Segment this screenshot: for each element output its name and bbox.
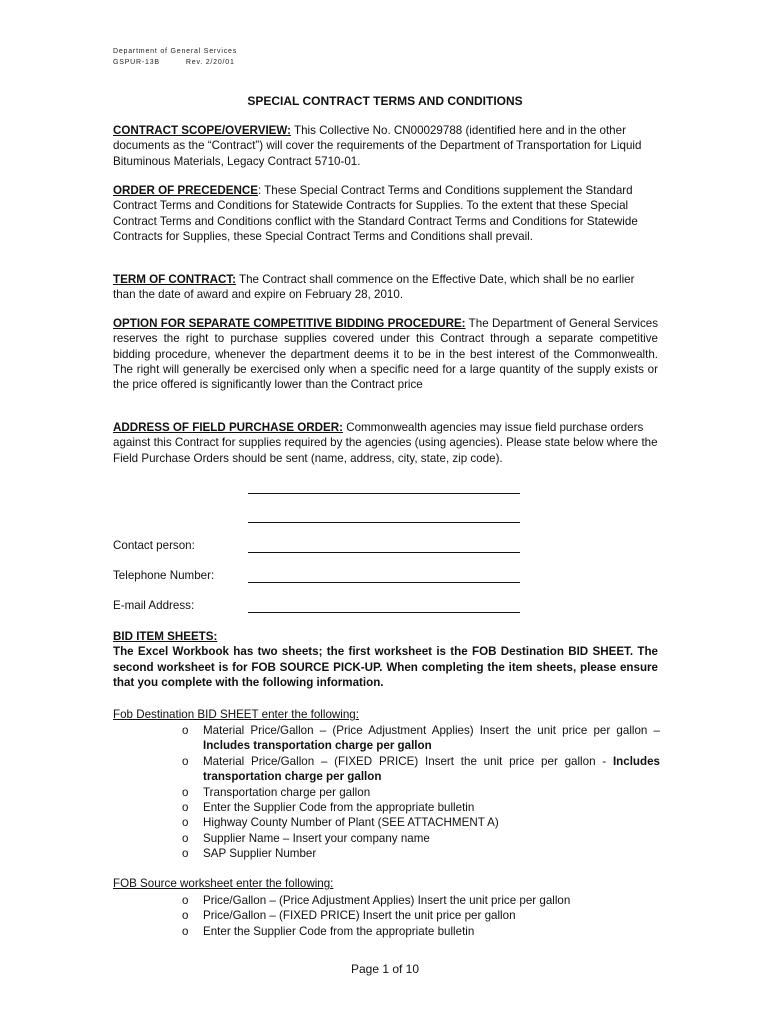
fob-destination-list xyxy=(182,723,660,862)
term-heading: TERM OF CONTRACT: xyxy=(113,273,237,286)
bid-heading: BID ITEM SHEETS: xyxy=(113,630,218,643)
form-id: GSPUR-13B xyxy=(113,59,160,66)
option-section xyxy=(113,316,658,392)
telephone-field[interactable] xyxy=(248,582,520,583)
contact-label: Contact person: xyxy=(113,539,195,552)
list-item: o Material Price/Gallon – (FIXED PRICE) Insert the unit price per gallon - Includes transportation charge per gallon xyxy=(182,754,660,784)
list-item: o Material Price/Gallon – (Price Adjustment Applies) Insert the unit price per gallon – Includes transportation charge per gallon xyxy=(182,724,660,753)
bullet-icon: o xyxy=(182,894,189,907)
address-heading: ADDRESS OF FIELD PURCHASE ORDER: xyxy=(113,421,343,434)
bullet-icon: o xyxy=(182,816,189,830)
bullet-icon: o xyxy=(182,924,189,938)
list-item: o Highway County Number of Plant (SEE ATTACHMENT A) xyxy=(182,816,499,830)
scope-section xyxy=(113,123,658,169)
department-name: Department of General Services xyxy=(113,48,237,55)
address-text: Commonwealth agencies may issue field purchase orders against this Contract for supplies required by the agencies (using agencies). Please state below where the Field Purchase Orders should be sent (name, address, city, state, zip code). xyxy=(113,421,658,465)
contact-field[interactable] xyxy=(248,552,520,553)
bullet-icon: o xyxy=(182,724,189,737)
bullet-icon: o xyxy=(182,801,189,815)
address-line-1[interactable] xyxy=(248,493,520,494)
precedence-heading: ORDER OF PRECEDENCE xyxy=(113,184,258,197)
revision-date: Rev. 2/20/01 xyxy=(185,59,235,66)
fob-source-list xyxy=(182,893,660,939)
scope-text: This Collective No. CN00029788 (identified here and in the other documents as the “Contract”) will cover the requirements of the Department of Transportation for Liquid Bituminous Materials, Legacy Contract 5710-01. xyxy=(113,124,642,168)
precedence-text: : These Special Contract Terms and Conditions supplement the Standard Contract Terms and Conditions for Statewide Contracts for Supplies. To the extent that these Special Contract Terms and Conditions conflict with the Standard Contract Terms and Conditions for Statewide Contracts for Supplies, these Special Contract Terms and Conditions shall prevail. xyxy=(113,184,638,243)
page-number: Page 1 of 10 xyxy=(350,962,420,976)
bid-sheets-section xyxy=(113,629,658,690)
term-text: The Contract shall commence on the Effective Date, which shall be no earlier than the date of award and expire on February 28, 2010. xyxy=(113,273,635,302)
fob-source-heading: FOB Source worksheet enter the following: xyxy=(113,877,334,890)
list-item: o Transportation charge per gallon xyxy=(182,785,371,799)
list-item: o Price/Gallon – (Price Adjustment Applies) Insert the unit price per gallon xyxy=(182,894,571,907)
term-section xyxy=(113,272,658,303)
list-item: o Supplier Name – Insert your company name xyxy=(182,831,430,845)
bullet-icon: o xyxy=(182,785,189,799)
address-line-2[interactable] xyxy=(248,522,520,523)
fob-destination-heading: Fob Destination BID SHEET enter the following: xyxy=(113,708,359,721)
bullet-icon: o xyxy=(182,754,189,768)
bullet-icon: o xyxy=(182,831,189,845)
telephone-label: Telephone Number: xyxy=(113,569,215,582)
document-title: SPECIAL CONTRACT TERMS AND CONDITIONS xyxy=(247,94,523,108)
option-heading: OPTION FOR SEPARATE COMPETITIVE BIDDING PROCEDURE: xyxy=(113,317,466,330)
option-text: The Department of General Services reserves the right to purchase supplies covered under this Contract through a separate competitive bidding procedure, whenever the department deems it to be in the best interest of the Commonwealth. The right will generally be exercised only when a specific need for a large quantity of the supply exists or the price offered is significantly lower than the Contract price xyxy=(113,317,658,392)
bullet-icon: o xyxy=(182,909,189,923)
form-revision-line xyxy=(113,57,237,68)
list-item: o Enter the Supplier Code from the appropriate bulletin xyxy=(182,801,475,815)
list-item: o Price/Gallon – (FIXED PRICE) Insert the unit price per gallon xyxy=(182,909,516,923)
bullet-icon: o xyxy=(182,847,189,861)
precedence-section xyxy=(113,183,658,244)
page-header xyxy=(113,46,237,68)
address-section xyxy=(113,420,658,466)
bid-text: The Excel Workbook has two sheets; the first worksheet is the FOB Destination BID SHEET. The second worksheet is for FOB SOURCE PICK-UP. When completing the item sheets, please ensure that you complete with the following information. xyxy=(113,645,658,689)
email-label: E-mail Address: xyxy=(113,599,195,612)
email-field[interactable] xyxy=(248,612,520,613)
list-item: o Enter the Supplier Code from the appropriate bulletin xyxy=(182,924,475,938)
list-item: o SAP Supplier Number xyxy=(182,847,317,861)
scope-heading: CONTRACT SCOPE/OVERVIEW: xyxy=(113,124,292,137)
